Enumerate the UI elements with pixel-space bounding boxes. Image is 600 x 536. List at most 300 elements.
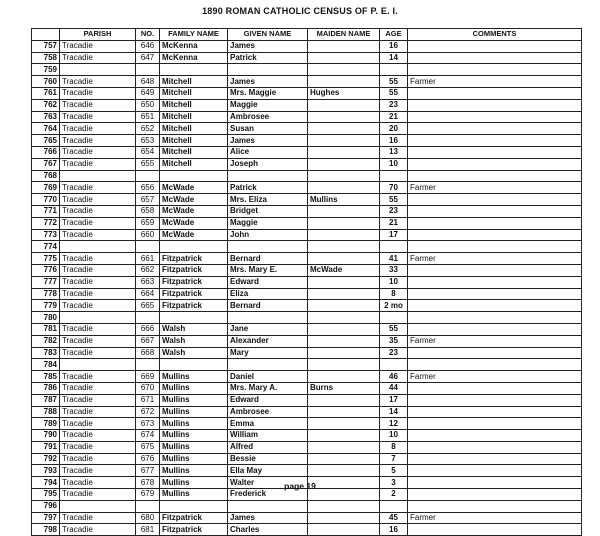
maiden-name-cell: Mullins	[308, 194, 380, 206]
age-cell: 70	[380, 182, 408, 194]
row-number: 786	[32, 382, 60, 394]
comments-cell	[408, 52, 582, 64]
given-name-cell: Mrs. Mary E.	[228, 264, 308, 276]
age-cell: 55	[380, 323, 408, 335]
given-name-cell: Edward	[228, 394, 308, 406]
family-name-cell: Mitchell	[160, 76, 228, 88]
age-cell	[380, 170, 408, 182]
row-number: 775	[32, 253, 60, 265]
given-name-cell	[228, 500, 308, 512]
row-number: 757	[32, 40, 60, 52]
record-number-cell: 679	[136, 489, 160, 501]
maiden-name-cell	[308, 205, 380, 217]
row-number: 784	[32, 359, 60, 371]
column-header-no: NO.	[136, 29, 160, 41]
record-number-cell: 680	[136, 512, 160, 524]
family-name-cell: Mullins	[160, 371, 228, 383]
family-name-cell: Mullins	[160, 453, 228, 465]
maiden-name-cell	[308, 135, 380, 147]
family-name-cell: McWade	[160, 217, 228, 229]
age-cell: 14	[380, 406, 408, 418]
table-row	[32, 253, 582, 265]
record-number-cell: 660	[136, 229, 160, 241]
table-row	[32, 441, 582, 453]
family-name-cell: McWade	[160, 182, 228, 194]
maiden-name-cell	[308, 76, 380, 88]
comments-cell	[408, 123, 582, 135]
family-name-cell: Mitchell	[160, 158, 228, 170]
maiden-name-cell	[308, 312, 380, 324]
row-number: 777	[32, 276, 60, 288]
parish-cell: Tracadie	[60, 229, 136, 241]
record-number-cell: 681	[136, 524, 160, 536]
parish-cell: Tracadie	[60, 406, 136, 418]
table-row	[32, 194, 582, 206]
parish-cell	[60, 64, 136, 76]
given-name-cell: William	[228, 430, 308, 442]
given-name-cell: Ambrosee	[228, 111, 308, 123]
table-row	[32, 382, 582, 394]
parish-cell	[60, 241, 136, 253]
family-name-cell: Mullins	[160, 441, 228, 453]
age-cell: 45	[380, 512, 408, 524]
parish-cell	[60, 359, 136, 371]
family-name-cell: McWade	[160, 194, 228, 206]
family-name-cell: Walsh	[160, 323, 228, 335]
comments-cell	[408, 359, 582, 371]
row-number: 762	[32, 99, 60, 111]
row-number: 760	[32, 76, 60, 88]
census-table-body	[32, 40, 582, 535]
table-row	[32, 40, 582, 52]
parish-cell: Tracadie	[60, 512, 136, 524]
given-name-cell	[228, 241, 308, 253]
parish-cell: Tracadie	[60, 76, 136, 88]
parish-cell: Tracadie	[60, 441, 136, 453]
maiden-name-cell	[308, 158, 380, 170]
comments-cell	[408, 288, 582, 300]
maiden-name-cell	[308, 441, 380, 453]
table-row	[32, 146, 582, 158]
comments-cell	[408, 40, 582, 52]
maiden-name-cell	[308, 371, 380, 383]
maiden-name-cell	[308, 229, 380, 241]
comments-cell	[408, 158, 582, 170]
maiden-name-cell	[308, 453, 380, 465]
age-cell: 17	[380, 394, 408, 406]
record-number-cell: 655	[136, 158, 160, 170]
maiden-name-cell	[308, 111, 380, 123]
parish-cell: Tracadie	[60, 489, 136, 501]
maiden-name-cell	[308, 99, 380, 111]
comments-cell	[408, 111, 582, 123]
given-name-cell: Joseph	[228, 158, 308, 170]
given-name-cell: Bridget	[228, 205, 308, 217]
record-number-cell: 646	[136, 40, 160, 52]
age-cell: 23	[380, 205, 408, 217]
comments-cell	[408, 146, 582, 158]
record-number-cell: 662	[136, 264, 160, 276]
given-name-cell: Edward	[228, 276, 308, 288]
given-name-cell: Charles	[228, 524, 308, 536]
record-number-cell: 674	[136, 430, 160, 442]
comments-cell	[408, 194, 582, 206]
age-cell: 21	[380, 111, 408, 123]
record-number-cell: 663	[136, 276, 160, 288]
age-cell	[380, 241, 408, 253]
row-number: 776	[32, 264, 60, 276]
age-cell	[380, 500, 408, 512]
table-row	[32, 512, 582, 524]
given-name-cell: James	[228, 40, 308, 52]
given-name-cell: Maggie	[228, 99, 308, 111]
maiden-name-cell	[308, 406, 380, 418]
age-cell	[380, 312, 408, 324]
row-number: 763	[32, 111, 60, 123]
maiden-name-cell	[308, 40, 380, 52]
maiden-name-cell	[308, 123, 380, 135]
record-number-cell: 666	[136, 323, 160, 335]
age-cell: 20	[380, 123, 408, 135]
row-number: 769	[32, 182, 60, 194]
parish-cell: Tracadie	[60, 205, 136, 217]
row-number: 787	[32, 394, 60, 406]
record-number-cell: 649	[136, 87, 160, 99]
comments-cell	[408, 323, 582, 335]
record-number-cell	[136, 312, 160, 324]
family-name-cell: Mullins	[160, 418, 228, 430]
parish-cell: Tracadie	[60, 52, 136, 64]
parish-cell: Tracadie	[60, 253, 136, 265]
record-number-cell: 665	[136, 300, 160, 312]
maiden-name-cell: Hughes	[308, 87, 380, 99]
table-row	[32, 335, 582, 347]
table-row	[32, 300, 582, 312]
family-name-cell: Fitzpatrick	[160, 288, 228, 300]
maiden-name-cell	[308, 253, 380, 265]
parish-cell: Tracadie	[60, 158, 136, 170]
maiden-name-cell	[308, 276, 380, 288]
age-cell: 13	[380, 146, 408, 158]
row-number: 792	[32, 453, 60, 465]
table-row	[32, 453, 582, 465]
table-row	[32, 205, 582, 217]
comments-cell: Farmer	[408, 335, 582, 347]
comments-cell	[408, 135, 582, 147]
table-row	[32, 99, 582, 111]
maiden-name-cell	[308, 524, 380, 536]
table-row	[32, 288, 582, 300]
parish-cell: Tracadie	[60, 146, 136, 158]
column-header-age: AGE	[380, 29, 408, 41]
table-row	[32, 500, 582, 512]
record-number-cell: 669	[136, 371, 160, 383]
family-name-cell: Mitchell	[160, 135, 228, 147]
given-name-cell: Mrs. Maggie	[228, 87, 308, 99]
record-number-cell: 648	[136, 76, 160, 88]
comments-cell	[408, 99, 582, 111]
given-name-cell: James	[228, 76, 308, 88]
family-name-cell: Mitchell	[160, 123, 228, 135]
table-row	[32, 524, 582, 536]
maiden-name-cell: Burns	[308, 382, 380, 394]
parish-cell: Tracadie	[60, 111, 136, 123]
family-name-cell: McWade	[160, 205, 228, 217]
row-number: 766	[32, 146, 60, 158]
record-number-cell: 671	[136, 394, 160, 406]
comments-cell: Farmer	[408, 371, 582, 383]
comments-cell	[408, 300, 582, 312]
given-name-cell: Walter	[228, 477, 308, 489]
comments-cell	[408, 229, 582, 241]
row-number: 764	[32, 123, 60, 135]
age-cell: 10	[380, 430, 408, 442]
comments-cell	[408, 217, 582, 229]
table-row	[32, 394, 582, 406]
family-name-cell: Mitchell	[160, 99, 228, 111]
maiden-name-cell	[308, 64, 380, 76]
maiden-name-cell	[308, 359, 380, 371]
age-cell: 35	[380, 335, 408, 347]
family-name-cell: Mitchell	[160, 146, 228, 158]
comments-cell: Farmer	[408, 182, 582, 194]
given-name-cell: Alexander	[228, 335, 308, 347]
parish-cell: Tracadie	[60, 323, 136, 335]
comments-cell	[408, 430, 582, 442]
record-number-cell: 654	[136, 146, 160, 158]
maiden-name-cell	[308, 170, 380, 182]
family-name-cell: Mullins	[160, 489, 228, 501]
table-row	[32, 217, 582, 229]
comments-cell	[408, 64, 582, 76]
given-name-cell: Bessie	[228, 453, 308, 465]
comments-cell: Farmer	[408, 512, 582, 524]
maiden-name-cell	[308, 217, 380, 229]
comments-cell	[408, 241, 582, 253]
record-number-cell: 678	[136, 477, 160, 489]
table-row	[32, 135, 582, 147]
family-name-cell: Fitzpatrick	[160, 524, 228, 536]
parish-cell: Tracadie	[60, 300, 136, 312]
maiden-name-cell	[308, 241, 380, 253]
maiden-name-cell	[308, 300, 380, 312]
table-row	[32, 371, 582, 383]
age-cell: 16	[380, 524, 408, 536]
family-name-cell: McKenna	[160, 52, 228, 64]
header-row	[32, 29, 582, 41]
comments-cell	[408, 347, 582, 359]
comments-cell	[408, 170, 582, 182]
table-row	[32, 111, 582, 123]
maiden-name-cell	[308, 418, 380, 430]
family-name-cell	[160, 170, 228, 182]
row-number: 770	[32, 194, 60, 206]
row-number: 789	[32, 418, 60, 430]
given-name-cell: Patrick	[228, 52, 308, 64]
parish-cell: Tracadie	[60, 465, 136, 477]
age-cell: 7	[380, 453, 408, 465]
parish-cell	[60, 170, 136, 182]
family-name-cell	[160, 359, 228, 371]
comments-cell	[408, 524, 582, 536]
family-name-cell: Walsh	[160, 347, 228, 359]
given-name-cell: Jane	[228, 323, 308, 335]
row-number: 774	[32, 241, 60, 253]
family-name-cell: McKenna	[160, 40, 228, 52]
record-number-cell: 653	[136, 135, 160, 147]
maiden-name-cell	[308, 52, 380, 64]
family-name-cell: Mullins	[160, 394, 228, 406]
comments-cell	[408, 87, 582, 99]
row-number: 779	[32, 300, 60, 312]
age-cell: 33	[380, 264, 408, 276]
comments-cell	[408, 394, 582, 406]
record-number-cell: 661	[136, 253, 160, 265]
row-number: 791	[32, 441, 60, 453]
column-header-family-name: FAMILY NAME	[160, 29, 228, 41]
parish-cell: Tracadie	[60, 276, 136, 288]
table-row	[32, 323, 582, 335]
maiden-name-cell	[308, 288, 380, 300]
parish-cell: Tracadie	[60, 335, 136, 347]
age-cell: 10	[380, 276, 408, 288]
table-row	[32, 418, 582, 430]
age-cell: 23	[380, 347, 408, 359]
row-number: 767	[32, 158, 60, 170]
age-cell: 41	[380, 253, 408, 265]
table-row	[32, 64, 582, 76]
maiden-name-cell	[308, 182, 380, 194]
age-cell: 3	[380, 477, 408, 489]
given-name-cell: Mrs. Eliza	[228, 194, 308, 206]
row-number: 759	[32, 64, 60, 76]
table-row	[32, 158, 582, 170]
given-name-cell: Bernard	[228, 253, 308, 265]
record-number-cell	[136, 170, 160, 182]
row-number: 796	[32, 500, 60, 512]
given-name-cell: Ambrosee	[228, 406, 308, 418]
record-number-cell: 656	[136, 182, 160, 194]
age-cell: 16	[380, 135, 408, 147]
family-name-cell: Mitchell	[160, 111, 228, 123]
age-cell: 10	[380, 158, 408, 170]
census-table	[31, 28, 582, 536]
parish-cell: Tracadie	[60, 430, 136, 442]
row-number: 794	[32, 477, 60, 489]
family-name-cell: Mullins	[160, 430, 228, 442]
maiden-name-cell	[308, 394, 380, 406]
parish-cell	[60, 312, 136, 324]
comments-cell	[408, 453, 582, 465]
row-number: 761	[32, 87, 60, 99]
row-number: 772	[32, 217, 60, 229]
age-cell: 55	[380, 87, 408, 99]
family-name-cell	[160, 500, 228, 512]
age-cell: 55	[380, 76, 408, 88]
table-row	[32, 347, 582, 359]
given-name-cell: James	[228, 135, 308, 147]
page-number: page 19	[284, 481, 316, 491]
maiden-name-cell	[308, 347, 380, 359]
record-number-cell: 664	[136, 288, 160, 300]
table-row	[32, 465, 582, 477]
maiden-name-cell	[308, 500, 380, 512]
parish-cell: Tracadie	[60, 418, 136, 430]
parish-cell: Tracadie	[60, 99, 136, 111]
given-name-cell	[228, 312, 308, 324]
family-name-cell: Fitzpatrick	[160, 512, 228, 524]
table-row	[32, 241, 582, 253]
maiden-name-cell	[308, 146, 380, 158]
parish-cell: Tracadie	[60, 264, 136, 276]
given-name-cell: Mrs. Mary A.	[228, 382, 308, 394]
age-cell: 21	[380, 217, 408, 229]
given-name-cell: Maggie	[228, 217, 308, 229]
given-name-cell: John	[228, 229, 308, 241]
given-name-cell: Bernard	[228, 300, 308, 312]
comments-cell	[408, 418, 582, 430]
comments-cell	[408, 382, 582, 394]
parish-cell: Tracadie	[60, 135, 136, 147]
age-cell: 12	[380, 418, 408, 430]
maiden-name-cell	[308, 465, 380, 477]
parish-cell: Tracadie	[60, 182, 136, 194]
record-number-cell	[136, 359, 160, 371]
comments-cell	[408, 205, 582, 217]
comments-cell: Farmer	[408, 76, 582, 88]
row-number: 797	[32, 512, 60, 524]
table-row	[32, 276, 582, 288]
parish-cell: Tracadie	[60, 123, 136, 135]
family-name-cell: McWade	[160, 229, 228, 241]
record-number-cell: 657	[136, 194, 160, 206]
age-cell: 46	[380, 371, 408, 383]
given-name-cell: Frederick	[228, 489, 308, 501]
given-name-cell: Emma	[228, 418, 308, 430]
comments-cell	[408, 276, 582, 288]
age-cell: 55	[380, 194, 408, 206]
table-row	[32, 312, 582, 324]
page-title: 1890 ROMAN CATHOLIC CENSUS OF P. E. I.	[202, 6, 398, 16]
age-cell	[380, 64, 408, 76]
family-name-cell: Mullins	[160, 382, 228, 394]
family-name-cell: Walsh	[160, 335, 228, 347]
parish-cell	[60, 500, 136, 512]
maiden-name-cell	[308, 323, 380, 335]
family-name-cell: Mullins	[160, 406, 228, 418]
row-number: 768	[32, 170, 60, 182]
record-number-cell: 651	[136, 111, 160, 123]
record-number-cell: 675	[136, 441, 160, 453]
family-name-cell: Mitchell	[160, 87, 228, 99]
record-number-cell: 676	[136, 453, 160, 465]
comments-cell	[408, 465, 582, 477]
family-name-cell: Fitzpatrick	[160, 253, 228, 265]
record-number-cell: 650	[136, 99, 160, 111]
column-header-maiden-name: MAIDEN NAME	[308, 29, 380, 41]
age-cell: 8	[380, 288, 408, 300]
family-name-cell: Fitzpatrick	[160, 264, 228, 276]
comments-cell	[408, 500, 582, 512]
parish-cell: Tracadie	[60, 40, 136, 52]
column-header-row-number	[32, 29, 60, 41]
table-row	[32, 229, 582, 241]
table-row	[32, 52, 582, 64]
maiden-name-cell	[308, 430, 380, 442]
row-number: 778	[32, 288, 60, 300]
parish-cell: Tracadie	[60, 194, 136, 206]
row-number: 758	[32, 52, 60, 64]
